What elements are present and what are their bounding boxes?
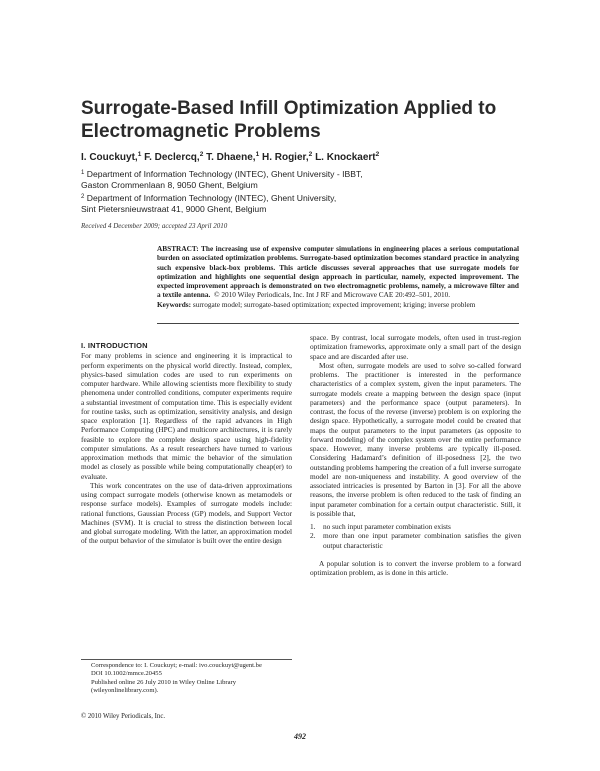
author: I. Couckuyt,$^1$ bbox=[81, 151, 142, 163]
section-heading: I. INTRODUCTION bbox=[81, 341, 148, 350]
body-paragraph: space. By contrast, local surrogate models, often used in trust-region optimization frameworks, approximate only a small part of the design space and are discarded after use. bbox=[310, 333, 521, 361]
keywords bbox=[157, 300, 519, 309]
footnote-divider bbox=[81, 659, 292, 660]
footnote-published: Published online 26 July 2010 in Wiley Online Library (wileyonlinelibrary.com). bbox=[91, 678, 237, 695]
affiliation-2: $^2$ Department of Information Technology (INTEC), Ghent University, Sint Pietersnieuwstraat 41, 9000 Ghent, Belgium bbox=[81, 193, 337, 214]
numbered-list bbox=[310, 522, 521, 550]
body-paragraph: For many problems in science and engineering it is impractical to perform experiments on the physical world directly. Instead, complex, physics-based simulation codes are used to run experiments on computer hardware. While allowing scientists more flexibility to study phenomena under controlled conditions, computer experiments require a substantial investment of computation time. This is especially evident for routine tasks, such as optimization, sensitivity analysis, and design space exploration [1]. Regardless of the rapid advances in High Performance Computing (HPC) and multicore architectures, it is rarely feasible to explore the complete design space using high-fidelity computer simulations. As a result researchers have turned to various approximation methods that mimic the behavior of the simulation model as closely as possible while being computationally cheap(er) to evaluate. bbox=[81, 351, 292, 481]
paper-title bbox=[81, 97, 541, 143]
author: F. Declercq,$^2$ bbox=[144, 151, 204, 163]
abstract-label: ABSTRACT: bbox=[157, 244, 199, 253]
page-number: 492 bbox=[294, 732, 306, 741]
author-list bbox=[81, 151, 379, 163]
abstract-citation: © 2010 Wiley Periodicals, Inc. Int J RF and Microwave CAE 20:492–501, 2010. bbox=[213, 290, 451, 300]
footnote-correspondence: Correspondence to: I. Couckuyt; e-mail: ivo.couckuyt@ugent.be bbox=[91, 662, 262, 669]
author: T. Dhaene,$^1$ bbox=[206, 151, 260, 163]
abstract-text: The increasing use of expensive computer simulations in engineering places a serious computational burden on associated optimization problems. Surrogate-based optimization becomes standard practice in analyzing such expensive black-box problems. This article discusses several approaches that use surrogate models for optimization and highlights one sequential design approach in particular, namely, expected improvement. The expected improvement approach is demonstrated on two electromagnetic problems, namely, a microwave filter and a textile antenna. bbox=[157, 244, 519, 300]
footnote-doi: DOI 10.1002/mmce.20455 bbox=[91, 670, 162, 678]
body-paragraph: This work concentrates on the use of data-driven approximations using compact surrogate models (otherwise known as metamodels or response surface models). Examples of surrogate models include: rational functions, Gaussian Process (GP) models, and Support Vector Machines (SVM). It is crucial to stress the distinction between local and global surrogate modeling. With the latter, an approximation model of the output behavior of the simulator is built over the entire design bbox=[81, 480, 292, 546]
abstract-divider bbox=[157, 323, 519, 324]
author: L. Knockaert$^2$ bbox=[315, 151, 380, 163]
list-item: 2. more than one input parameter combination satisfies the given output characteristic bbox=[310, 531, 521, 550]
body-paragraph: Most often, surrogate models are used to solve so-called forward problems. The practitioner is interested in the performance characteristics of a complex system, given the input parameters. The surrogate models create a mapping between the design space (input parameters) and the performance space (output parameters). In contrast, the focus of the reverse (inverse) problem is on exploring the design space. Hypothetically, a surrogate model could be created that maps the output parameters to the input parameters (as opposite to forward modeling) of the complex system over the entire performance space. However, many inverse problems are typically ill-posed. Considering Hadamard’s definition of ill-posedness [2], the two outstanding problems hampering the creation of a full inverse surrogate model are non-uniqueness and instability. A good overview of the associated intricacies is presented by Barton in [3]. For all the above reasons, the inverse problem is often reduced to the task of finding an input parameter combination for a certain output characteristic. Still, it is possible that, bbox=[310, 360, 521, 518]
list-item: 1. no such input parameter combination exists bbox=[310, 522, 451, 531]
footnote bbox=[81, 662, 292, 696]
affiliation-1: $^1$ Department of Information Technology (INTEC), Ghent University - IBBT, Gaston Crommenlaan 8, 9050 Ghent, Belgium bbox=[81, 169, 363, 190]
left-column bbox=[81, 341, 292, 546]
right-column bbox=[310, 333, 521, 577]
title-line-2: Electromagnetic Problems bbox=[81, 121, 321, 142]
author: H. Rogier,$^2$ bbox=[261, 151, 313, 163]
copyright-notice: © 2010 Wiley Periodicals, Inc. bbox=[81, 713, 166, 720]
keywords-text: surrogate model; surrogate-based optimization; expected improvement; kriging; inverse problem bbox=[192, 300, 476, 309]
abstract bbox=[157, 244, 519, 300]
title-line-1: Surrogate-Based Infill Optimization Applied to bbox=[81, 98, 497, 119]
body-paragraph: A popular solution is to convert the inverse problem to a forward optimization problem, as is done in this article. bbox=[310, 558, 521, 577]
keywords-label: Keywords: bbox=[157, 300, 192, 309]
received-dates: Received 4 December 2009; accepted 23 April 2010 bbox=[81, 222, 228, 230]
